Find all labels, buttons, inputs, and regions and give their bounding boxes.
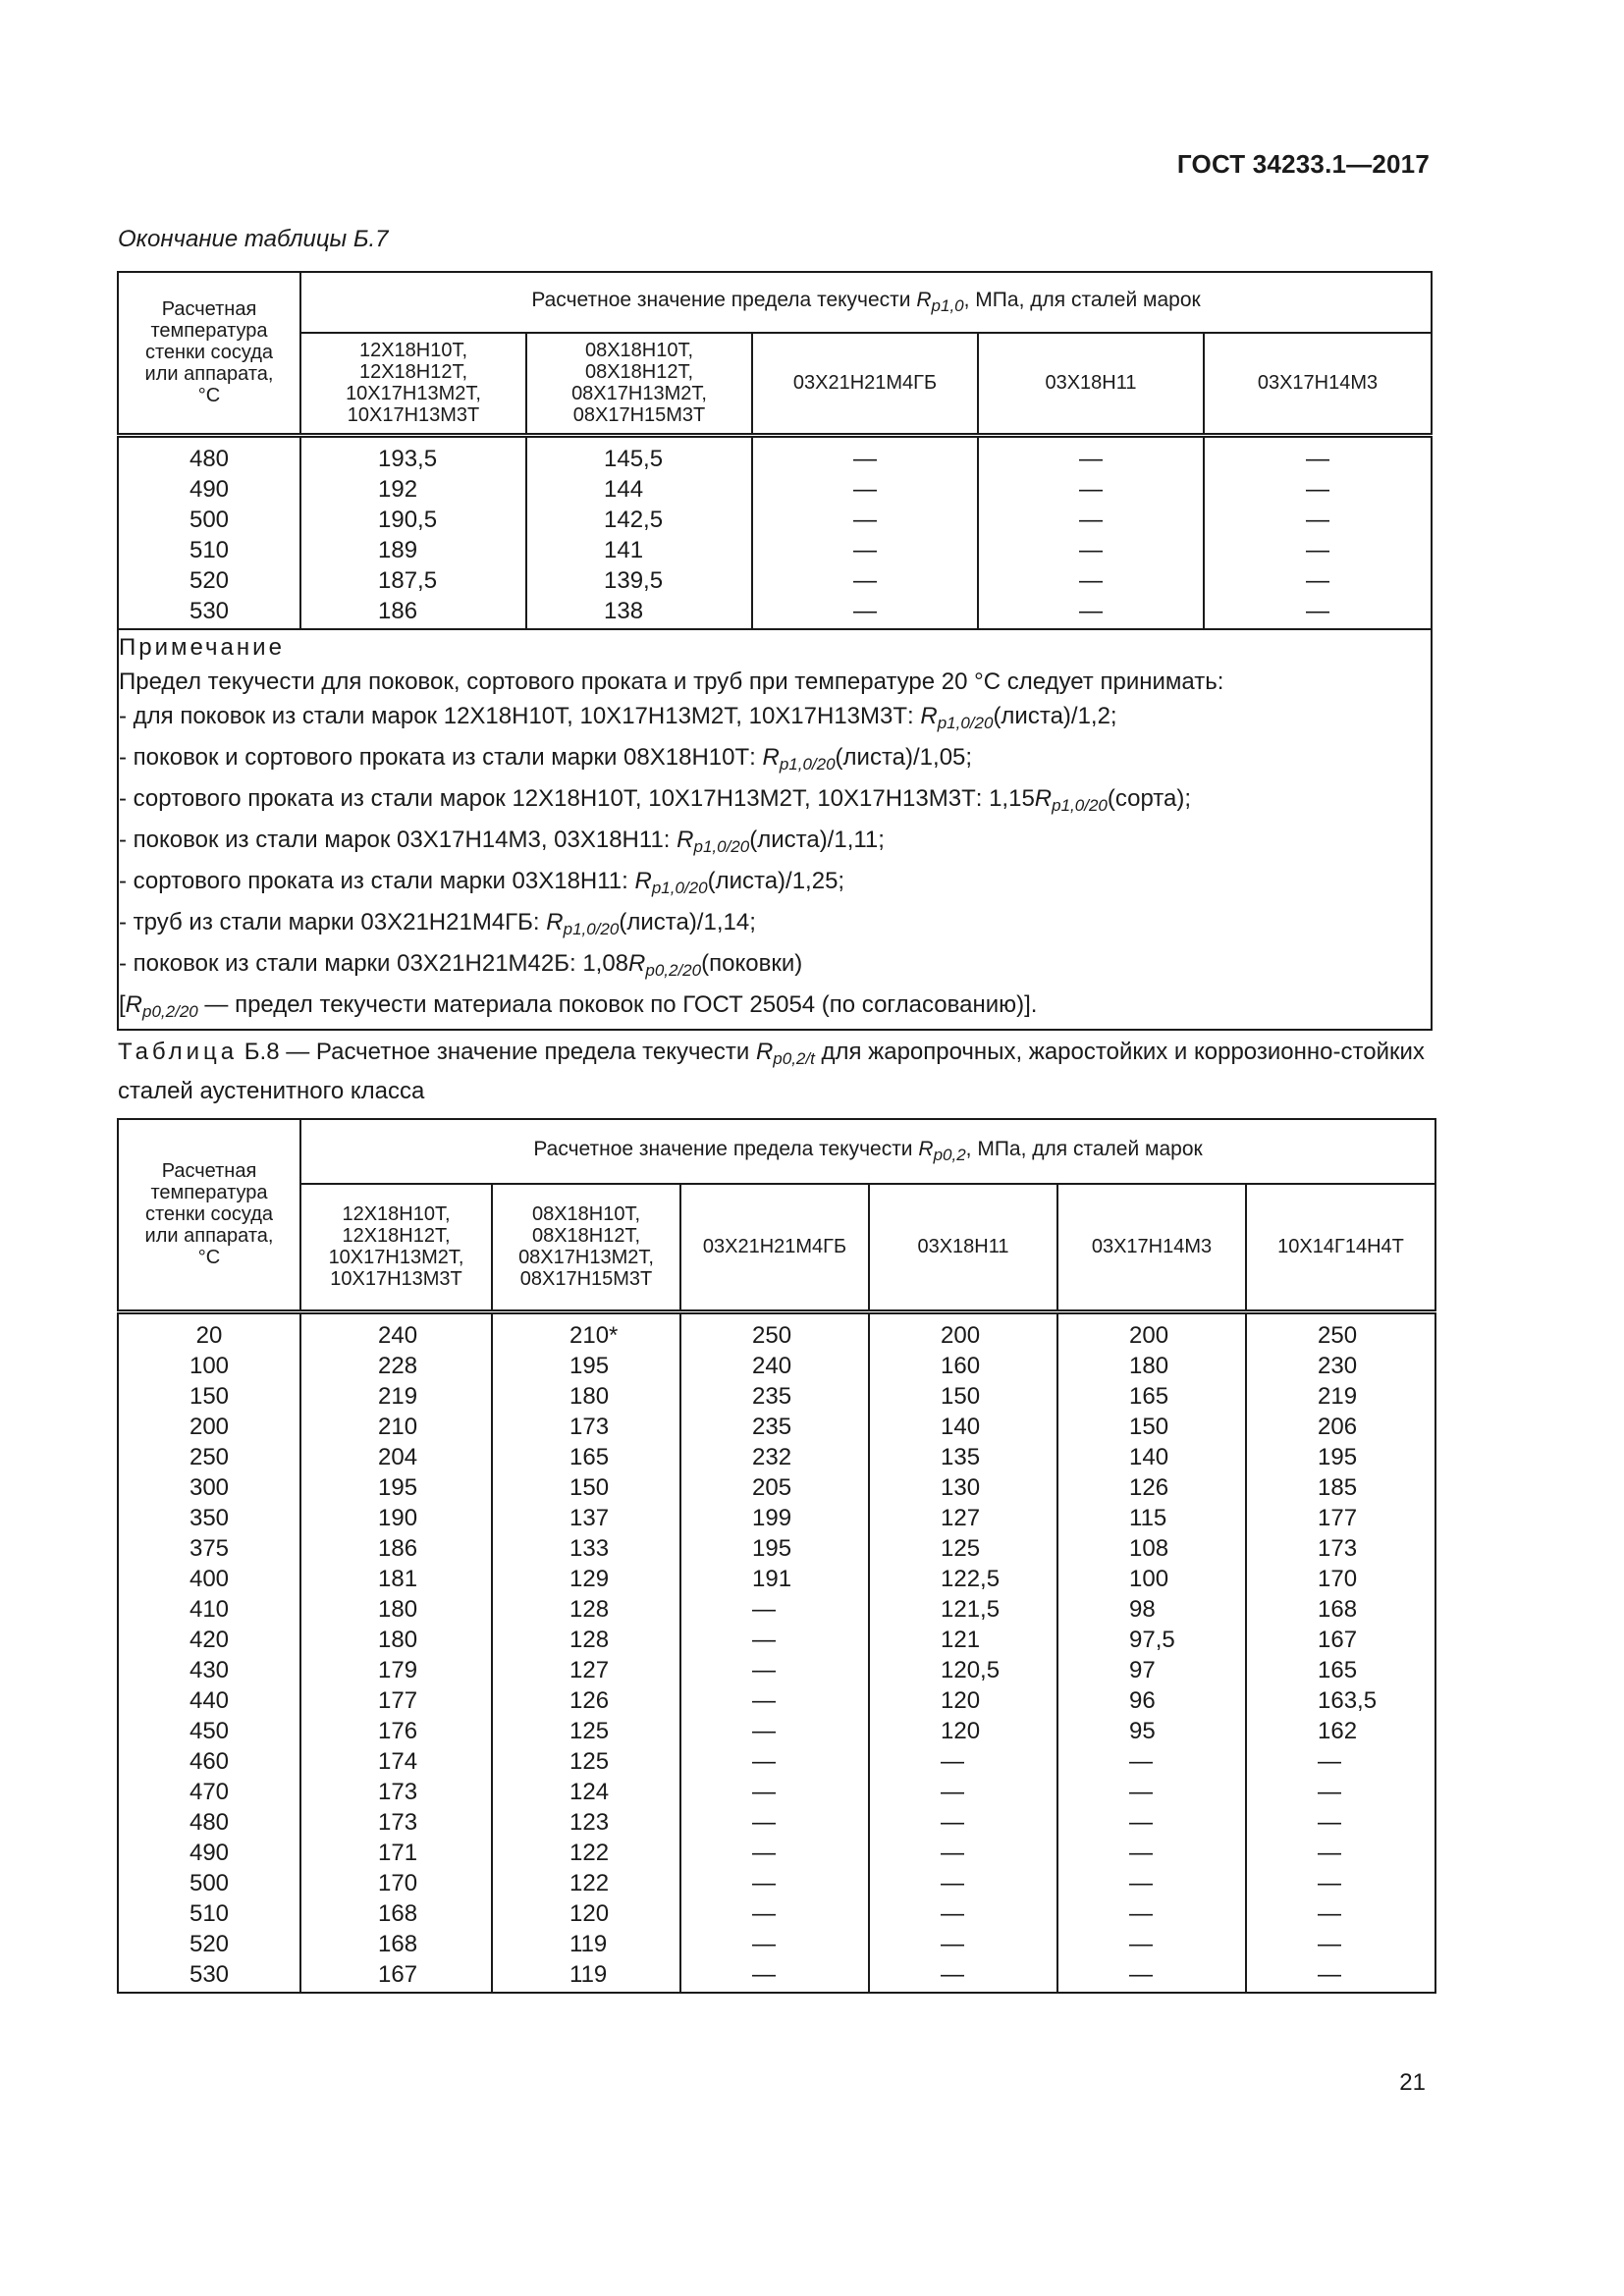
text-line: — — [941, 1747, 964, 1775]
text-line: 128 — [569, 1626, 610, 1653]
text-line: — — [853, 445, 877, 472]
text-line: 126 — [569, 1686, 610, 1714]
text-line: 127 — [941, 1504, 981, 1531]
text-line: 176 — [378, 1717, 418, 1744]
text-line: — — [752, 1808, 776, 1836]
page-number: 21 — [1399, 2069, 1426, 2096]
text-line: 186 — [378, 1534, 418, 1562]
text-line: — — [1129, 1960, 1153, 1988]
text-line: 195 — [1318, 1443, 1358, 1470]
text-line: 124 — [569, 1778, 610, 1805]
text-line: 08Х18Н10Т, — [531, 1203, 641, 1226]
text-line: Расчетная — [161, 1160, 257, 1183]
value-column — [680, 1311, 869, 1993]
text-line: 139,5 — [604, 566, 664, 594]
text-line: — — [1129, 1899, 1153, 1927]
text-line: — — [853, 536, 877, 563]
text-line: 235 — [752, 1382, 792, 1410]
column-header — [1057, 1184, 1246, 1311]
text-line: 510 — [189, 536, 230, 563]
text-line: 190 — [378, 1504, 418, 1531]
text-line: 510 — [189, 1899, 230, 1927]
text-line: — — [752, 1960, 776, 1988]
text-line: — — [752, 1778, 776, 1805]
note-item: - поковок из стали марки 03Х21Н21М42Б: $1,08R_{p0,2/20}(поковки)$ — [119, 949, 803, 980]
text-line: 167 — [1318, 1626, 1358, 1653]
text-line: — — [752, 1899, 776, 1927]
text-line: 206 — [1318, 1413, 1358, 1440]
text-line: — — [1318, 1869, 1341, 1896]
text-line: 10Х17Н13М3Т — [330, 1268, 462, 1291]
column-header — [526, 333, 752, 435]
text-line: 200 — [189, 1413, 230, 1440]
text-line: 180 — [1129, 1352, 1169, 1379]
value-column — [978, 435, 1204, 629]
text-line: 250 — [1318, 1321, 1358, 1349]
text-line: — — [1129, 1747, 1153, 1775]
text-line: 140 — [1129, 1443, 1169, 1470]
text-line: стенки сосуда — [144, 342, 274, 364]
text-line: температура — [150, 1182, 268, 1204]
text-line: 430 — [189, 1656, 230, 1683]
text-line: 08Х17Н13М2Т, — [571, 383, 707, 405]
text-line: температура — [150, 320, 268, 343]
text-line: 108 — [1129, 1534, 1169, 1562]
text-line: — — [853, 597, 877, 624]
text-line: 228 — [378, 1352, 418, 1379]
text-line: — — [941, 1869, 964, 1896]
text-line: 03Х17Н14М3 — [1091, 1236, 1213, 1258]
note-item: - поковок из стали марок 03Х17Н14М3, 03Х18Н11: $R_{p1,0/20}(листа)/1,11$; — [119, 826, 885, 856]
row-header — [118, 272, 300, 435]
text-line: 240 — [752, 1352, 792, 1379]
text-line: — — [752, 1595, 776, 1623]
text-line: 96 — [1129, 1686, 1156, 1714]
text-line: 530 — [189, 1960, 230, 1988]
column-header — [492, 1184, 680, 1311]
text-line: 12Х18Н12Т, — [358, 361, 468, 384]
text-line: 03Х18Н11 — [917, 1236, 1009, 1258]
text-line: — — [1306, 597, 1329, 624]
text-line: 165 — [1129, 1382, 1169, 1410]
text-line: 08Х18Н10Т, — [584, 340, 694, 362]
text-line: 135 — [941, 1443, 981, 1470]
column-header — [300, 333, 526, 435]
text-line: 120,5 — [941, 1656, 1001, 1683]
text-line: 530 — [189, 597, 230, 624]
note-title: Примечание — [119, 633, 285, 661]
text-line: 195 — [752, 1534, 792, 1562]
text-line: 193,5 — [378, 445, 438, 472]
text-line: 210 — [378, 1413, 418, 1440]
text-line: 12Х18Н12Т, — [342, 1225, 451, 1248]
text-line: 180 — [378, 1595, 418, 1623]
text-line: 520 — [189, 566, 230, 594]
text-line: или аппарата, — [144, 1225, 274, 1248]
text-line: 375 — [189, 1534, 230, 1562]
text-line: — — [1318, 1899, 1341, 1927]
text-line: 12Х18Н10Т, — [342, 1203, 451, 1226]
text-line: 171 — [378, 1839, 418, 1866]
table-continuation-caption: Окончание таблицы Б.7 — [118, 226, 389, 252]
text-line: стенки сосуда — [144, 1203, 274, 1226]
text-line: 98 — [1129, 1595, 1156, 1623]
text-line: — — [752, 1930, 776, 1957]
text-line: 170 — [378, 1869, 418, 1896]
text-line: 480 — [189, 1808, 230, 1836]
text-line: 126 — [1129, 1473, 1169, 1501]
text-line: — — [941, 1839, 964, 1866]
text-line: 205 — [752, 1473, 792, 1501]
text-line: — — [1129, 1839, 1153, 1866]
text-line: 122 — [569, 1869, 610, 1896]
note-item: - поковок и сортового проката из стали марки 08Х18Н10Т: $R_{p1,0/20}(листа)/1,05$; — [119, 743, 973, 774]
column-header — [300, 1184, 492, 1311]
text-line: 125 — [941, 1534, 981, 1562]
text-line: — — [752, 1747, 776, 1775]
text-line: 138 — [604, 597, 644, 624]
text-line: 168 — [1318, 1595, 1358, 1623]
text-line: 173 — [1318, 1534, 1358, 1562]
text-line: 500 — [189, 1869, 230, 1896]
text-line: 08Х17Н13М2Т, — [518, 1247, 654, 1269]
text-line: 142,5 — [604, 506, 664, 533]
note-intro: Предел текучести для поковок, сортового проката и труб при температуре 20 °С следует принимать: — [119, 667, 1224, 695]
value-column — [526, 435, 752, 629]
value-column — [1204, 435, 1432, 629]
value-column — [300, 1311, 492, 1993]
text-line: 300 — [189, 1473, 230, 1501]
text-line: — — [1318, 1960, 1341, 1988]
text-line: 120 — [941, 1717, 981, 1744]
text-line: 129 — [569, 1565, 610, 1592]
text-line: — — [752, 1656, 776, 1683]
text-line: 250 — [189, 1443, 230, 1470]
note-item: - сортового проката из стали марки 03Х18Н11: $R_{p1,0/20}(листа)/1,25$; — [119, 867, 845, 897]
text-line: 195 — [378, 1473, 418, 1501]
text-line: 470 — [189, 1778, 230, 1805]
text-line: 189 — [378, 536, 418, 563]
text-line: 232 — [752, 1443, 792, 1470]
text-line: 400 — [189, 1565, 230, 1592]
text-line: — — [1129, 1930, 1153, 1957]
text-line: 165 — [569, 1443, 610, 1470]
table-b8 — [117, 1118, 1436, 1994]
text-line: 440 — [189, 1686, 230, 1714]
text-line: 170 — [1318, 1565, 1358, 1592]
text-line: — — [752, 1686, 776, 1714]
text-line: — — [1079, 597, 1103, 624]
text-line: 125 — [569, 1717, 610, 1744]
column-header — [1246, 1184, 1435, 1311]
value-column — [300, 435, 526, 629]
text-line: 490 — [189, 1839, 230, 1866]
text-line: 115 — [1129, 1504, 1167, 1531]
text-line: — — [853, 566, 877, 594]
text-line: — — [941, 1899, 964, 1927]
text-line: 350 — [189, 1504, 230, 1531]
text-line: 520 — [189, 1930, 230, 1957]
text-line: — — [1079, 445, 1103, 472]
text-line: 08Х18Н12Т, — [531, 1225, 641, 1248]
column-header — [1204, 333, 1432, 435]
text-line: 162 — [1318, 1717, 1358, 1744]
text-line: 192 — [378, 475, 418, 503]
text-line: 100 — [1129, 1565, 1169, 1592]
text-line: 150 — [189, 1382, 230, 1410]
text-line: 490 — [189, 475, 230, 503]
text-line: 163,5 — [1318, 1686, 1378, 1714]
note-item: - для поковок из стали марок 12Х18Н10Т, 10Х17Н13М2Т, 10Х17Н13М3Т: $R_{p1,0/20}(листа)/1,2$; — [119, 702, 1117, 732]
text-line: 137 — [569, 1504, 610, 1531]
text-line: °C — [197, 385, 221, 407]
text-line: 420 — [189, 1626, 230, 1653]
column-header — [978, 333, 1204, 435]
text-line: 191 — [752, 1565, 792, 1592]
text-line: 199 — [752, 1504, 792, 1531]
note-item: - сортового проката из стали марок 12Х18Н10Т, 10Х17Н13М2Т, 10Х17Н13М3Т: $1,15R_{p1,0/20}(сорта)$; — [119, 784, 1192, 815]
text-line: 10Х17Н13М2Т, — [346, 383, 481, 405]
text-line: 133 — [569, 1534, 610, 1562]
text-line: 97,5 — [1129, 1626, 1175, 1653]
text-line: 08Х17Н15М3Т — [572, 404, 706, 427]
group-header: Расчетное значение предела текучести $R_{p0,2}$, МПа, для сталей марок — [300, 1119, 1435, 1184]
text-line: 185 — [1318, 1473, 1358, 1501]
text-line: 210* — [569, 1321, 619, 1349]
text-line: 219 — [378, 1382, 418, 1410]
text-line: 145,5 — [604, 445, 664, 472]
text-line: 08Х18Н12Т, — [584, 361, 694, 384]
text-line: 150 — [941, 1382, 981, 1410]
text-line: — — [1306, 475, 1329, 503]
text-line: — — [752, 1869, 776, 1896]
text-line: 186 — [378, 597, 418, 624]
text-line: 165 — [1318, 1656, 1358, 1683]
note-item: - труб из стали марки 03Х21Н21М4ГБ: $R_{p1,0/20}(листа)/1,14$; — [119, 908, 756, 938]
text-line: 150 — [569, 1473, 610, 1501]
text-line: 240 — [378, 1321, 418, 1349]
text-line: 187,5 — [378, 566, 438, 594]
value-column — [492, 1311, 680, 1993]
text-line: 177 — [1318, 1504, 1358, 1531]
text-line: 10Х17Н13М3Т — [347, 404, 480, 427]
text-line: 119 — [569, 1930, 608, 1957]
text-line: — — [752, 1626, 776, 1653]
text-line: — — [1129, 1869, 1153, 1896]
text-line: — — [941, 1930, 964, 1957]
text-line: 500 — [189, 506, 230, 533]
text-line: 410 — [189, 1595, 230, 1623]
text-line: 03Х17Н14М3 — [1257, 372, 1379, 395]
text-line: 480 — [189, 445, 230, 472]
text-line: 450 — [189, 1717, 230, 1744]
text-line: — — [1318, 1930, 1341, 1957]
text-line: 03Х18Н11 — [1045, 372, 1137, 395]
text-line: 122,5 — [941, 1565, 1001, 1592]
text-line: 190,5 — [378, 506, 438, 533]
text-line: 144 — [604, 475, 644, 503]
table-note — [118, 629, 1432, 1030]
text-line: — — [1079, 475, 1103, 503]
text-line: 230 — [1318, 1352, 1358, 1379]
text-line: 150 — [1129, 1413, 1169, 1440]
text-line: 200 — [941, 1321, 981, 1349]
text-line: 03Х21Н21М4ГБ — [702, 1236, 847, 1258]
text-line: 122 — [569, 1839, 610, 1866]
value-column — [869, 1311, 1057, 1993]
text-line: — — [1306, 566, 1329, 594]
standard-code: ГОСТ 34233.1—2017 — [1176, 149, 1430, 179]
text-line: — — [941, 1808, 964, 1836]
text-line: 128 — [569, 1595, 610, 1623]
text-line: 204 — [378, 1443, 418, 1470]
text-line: — — [752, 1717, 776, 1744]
text-line: 181 — [378, 1565, 418, 1592]
text-line: 120 — [569, 1899, 610, 1927]
text-line: 140 — [941, 1413, 981, 1440]
text-line: 03Х21Н21М4ГБ — [792, 372, 938, 395]
text-line: — — [1306, 506, 1329, 533]
text-line: 173 — [378, 1808, 418, 1836]
text-line: 121,5 — [941, 1595, 1001, 1623]
text-line: — — [1129, 1778, 1153, 1805]
text-line: — — [1079, 536, 1103, 563]
text-line: или аппарата, — [144, 363, 274, 386]
value-column — [1057, 1311, 1246, 1993]
text-line: — — [941, 1960, 964, 1988]
text-line: — — [1129, 1808, 1153, 1836]
text-line: 121 — [941, 1626, 981, 1653]
text-line: Расчетная — [161, 298, 257, 321]
note-closing: [$R_{p0,2/20}$ — предел текучести материала поковок по ГОСТ 25054 (по согласованию)]. — [119, 990, 1038, 1021]
text-line: 180 — [569, 1382, 610, 1410]
text-line: — — [1079, 566, 1103, 594]
text-line: 460 — [189, 1747, 230, 1775]
text-line: — — [1318, 1778, 1341, 1805]
text-line: 10Х14Г14Н4Т — [1277, 1236, 1404, 1258]
text-line: 130 — [941, 1473, 981, 1501]
column-header — [752, 333, 978, 435]
text-line: — — [853, 475, 877, 503]
text-line: 173 — [569, 1413, 610, 1440]
temperature-column — [118, 435, 300, 629]
text-line: — — [752, 1839, 776, 1866]
text-line: — — [853, 506, 877, 533]
table-b8-title: Таблица Б.8 — Расчетное значение предела текучести $R_{p0,2/t}$ для жаропрочных, жаростойких и коррозионно-стойких сталей аустенитного класса — [118, 1039, 1425, 1104]
text-line: 219 — [1318, 1382, 1358, 1410]
value-column — [1246, 1311, 1435, 1993]
text-line: 200 — [1129, 1321, 1169, 1349]
text-line: 120 — [941, 1686, 981, 1714]
text-line: 250 — [752, 1321, 792, 1349]
text-line: 10Х17Н13М2Т, — [328, 1247, 464, 1269]
text-line: 12Х18Н10Т, — [358, 340, 468, 362]
text-line: 195 — [569, 1352, 610, 1379]
text-line: °C — [197, 1247, 221, 1269]
text-line: — — [1079, 506, 1103, 533]
text-line: 97 — [1129, 1656, 1156, 1683]
text-line: 168 — [378, 1899, 418, 1927]
column-header — [680, 1184, 869, 1311]
text-line: 177 — [378, 1686, 418, 1714]
text-line: 160 — [941, 1352, 981, 1379]
text-line: — — [1306, 536, 1329, 563]
text-line: — — [1318, 1839, 1341, 1866]
text-line: — — [1306, 445, 1329, 472]
text-line: 174 — [378, 1747, 418, 1775]
text-line: 20 — [195, 1321, 223, 1349]
text-line: — — [1318, 1808, 1341, 1836]
table-b7 — [117, 271, 1433, 1031]
text-line: 167 — [378, 1960, 418, 1988]
text-line: 125 — [569, 1747, 610, 1775]
text-line: 95 — [1129, 1717, 1156, 1744]
text-line: 119 — [569, 1960, 608, 1988]
text-line: 173 — [378, 1778, 418, 1805]
text-line: 127 — [569, 1656, 610, 1683]
row-header — [118, 1119, 300, 1311]
text-line: 180 — [378, 1626, 418, 1653]
text-line: 123 — [569, 1808, 610, 1836]
value-column — [752, 435, 978, 629]
column-header — [869, 1184, 1057, 1311]
text-line: 08Х17Н15М3Т — [519, 1268, 653, 1291]
temperature-column — [118, 1311, 300, 1993]
text-line: — — [941, 1778, 964, 1805]
text-line: 100 — [189, 1352, 230, 1379]
text-line: — — [1318, 1747, 1341, 1775]
group-header: Расчетное значение предела текучести $R_{p1,0}$, МПа, для сталей марок — [300, 272, 1432, 333]
text-line: 168 — [378, 1930, 418, 1957]
text-line: 141 — [604, 536, 644, 563]
text-line: 235 — [752, 1413, 792, 1440]
text-line: 179 — [378, 1656, 418, 1683]
